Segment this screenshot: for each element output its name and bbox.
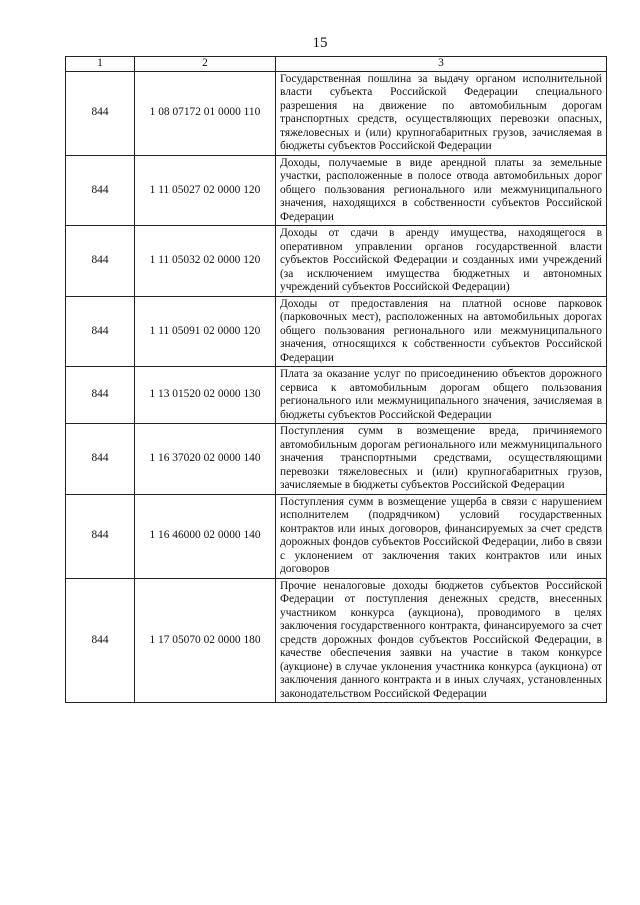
admin-code-cell: 844 — [66, 494, 135, 578]
table-row — [66, 494, 607, 578]
table-row — [66, 424, 607, 495]
revenue-code-cell: 1 16 46000 02 0000 140 — [135, 494, 276, 578]
table-row — [66, 578, 607, 703]
revenue-code-cell: 1 11 05027 02 0000 120 — [135, 155, 276, 226]
table-header-row — [66, 57, 607, 72]
description-cell: Поступления сумм в возмещение вреда, причиняемого автомобильным дорогам регионального или межмуниципального значения транспортными средствами, осуществляющими перевозки тяжеловесных и (или) крупногабаритных грузов, зачисляемые в бюджеты субъектов Российской Федерации — [276, 424, 607, 495]
admin-code-cell: 844 — [66, 296, 135, 367]
description-cell: Прочие неналоговые доходы бюджетов субъектов Российской Федерации от поступления денежных средств, внесенных участником конкурса (аукциона), проводимого в целях заключения государственного контракта, финансируемого за счет средств дорожных фондов субъектов Российской Федерации, в качестве обеспечения заявки на участие в таком конкурсе (аукционе) в случае уклонения участника конкурса (аукциона) от заключения данного контракта и в иных случаях, установленных законодательством Российской Федерации — [276, 578, 607, 703]
admin-code-cell: 844 — [66, 367, 135, 424]
revenue-code-cell: 1 11 05091 02 0000 120 — [135, 296, 276, 367]
column-header-2: 2 — [135, 57, 276, 72]
description-cell: Поступления сумм в возмещение ущерба в связи с нарушением исполнителем (подрядчиком) условий государственных контрактов или иных договоров, финансируемых за счет средств дорожных фондов субъектов Российской Федерации, либо в связи с уклонением от заключения таких контрактов или иных договоров — [276, 494, 607, 578]
description-cell: Плата за оказание услуг по присоединению объектов дорожного сервиса к автомобильным дорогам общего пользования регионального или межмуниципального значения, зачисляемая в бюджеты субъектов Российской Федерации — [276, 367, 607, 424]
page-number: 15 — [312, 35, 328, 51]
description-cell: Доходы от предоставления на платной основе парковок (парковочных мест), расположенных на автомобильных дорогах общего пользования регионального или межмуниципального значения, относящихся к собственности субъектов Российской Федерации — [276, 296, 607, 367]
table-row — [66, 367, 607, 424]
description-cell: Доходы, получаемые в виде арендной платы за земельные участки, расположенные в полосе отвода автомобильных дорог общего пользования регионального или межмуниципального значения, находящихся в собственности субъектов Российской Федерации — [276, 155, 607, 226]
revenue-codes-table — [65, 56, 607, 703]
admin-code-cell: 844 — [66, 226, 135, 297]
description-cell: Доходы от сдачи в аренду имущества, находящегося в оперативном управлении органов государственной власти субъектов Российской Федерации и созданных ими учреждений (за исключением имущества бюджетных и автономных учреждений субъектов Российской Федерации) — [276, 226, 607, 297]
revenue-code-cell: 1 11 05032 02 0000 120 — [135, 226, 276, 297]
admin-code-cell: 844 — [66, 424, 135, 495]
admin-code-cell: 844 — [66, 578, 135, 703]
revenue-code-cell: 1 08 07172 01 0000 110 — [135, 71, 276, 155]
admin-code-cell: 844 — [66, 71, 135, 155]
table-row — [66, 296, 607, 367]
admin-code-cell: 844 — [66, 155, 135, 226]
description-cell: Государственная пошлина за выдачу органом исполнительной власти субъекта Российской Федерации специального разрешения на движение по автомобильным дорогам транспортных средств, осуществляющих перевозки опасных, тяжеловесных и (или) крупногабаритных грузов, зачисляемая в бюджеты субъектов Российской Федерации — [276, 71, 607, 155]
revenue-code-cell: 1 13 01520 02 0000 130 — [135, 367, 276, 424]
table-row — [66, 226, 607, 297]
revenue-code-cell: 1 16 37020 02 0000 140 — [135, 424, 276, 495]
table-row — [66, 155, 607, 226]
column-header-3: 3 — [276, 57, 607, 72]
column-header-1: 1 — [66, 57, 135, 72]
table-row — [66, 71, 607, 155]
revenue-code-cell: 1 17 05070 02 0000 180 — [135, 578, 276, 703]
